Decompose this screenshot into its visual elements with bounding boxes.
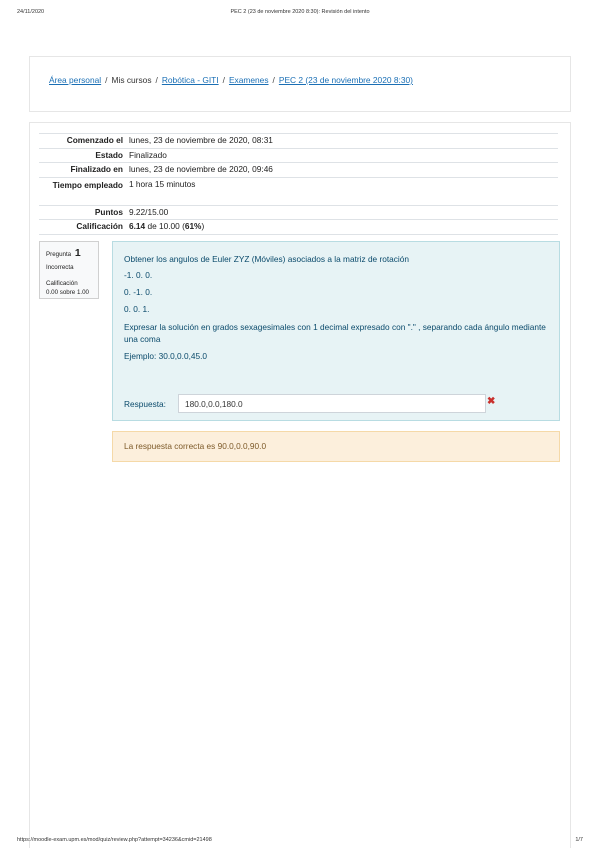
- breadcrumb-examenes[interactable]: Examenes: [228, 75, 269, 85]
- grade-close: ): [201, 221, 205, 231]
- summary-value: 1 hora 15 minutos: [129, 177, 558, 205]
- question-state: Incorrecta: [46, 264, 74, 271]
- summary-value: lunes, 23 de noviembre de 2020, 09:46: [129, 163, 558, 178]
- question-number: [46, 247, 81, 259]
- summary-value: 9.22/15.00: [129, 205, 558, 220]
- summary-value: Finalizado: [129, 148, 558, 163]
- answer-label: Respuesta:: [124, 399, 166, 409]
- summary-row-started: [39, 134, 558, 149]
- question-grade: [46, 279, 89, 297]
- print-url: https://moodle-exam.upm.es/mod/quiz/review.php?attempt=34236&cmid=21498: [17, 837, 212, 843]
- grade-percent: 61%: [184, 221, 202, 231]
- question-instructions: Expresar la solución en grados sexagesimales con 1 decimal expresado con "." , separando cada ángulo mediante una coma: [124, 322, 546, 344]
- question-grade-label: Calificación: [46, 280, 78, 287]
- question-number-value: 1: [74, 247, 81, 259]
- correct-answer-feedback: [112, 431, 560, 462]
- attempt-summary-table: [39, 133, 558, 235]
- summary-row-grade: [39, 220, 558, 235]
- breadcrumb-separator: /: [272, 75, 275, 85]
- summary-row-finished: [39, 163, 558, 178]
- breadcrumb-course[interactable]: Robótica - GITI: [161, 75, 219, 85]
- breadcrumb-panel: [29, 56, 571, 112]
- matrix-row-3: 0. 0. 1.: [124, 304, 150, 314]
- summary-label: Comenzado el: [39, 134, 129, 149]
- grade-score: 6.14: [129, 221, 146, 231]
- breadcrumb-separator: /: [222, 75, 225, 85]
- question-grade-value: 0.00 sobre 1.00: [46, 289, 90, 296]
- print-page-count: 1/7: [575, 837, 583, 843]
- summary-grade-value: [129, 220, 558, 235]
- breadcrumb-area-personal[interactable]: Área personal: [49, 75, 102, 85]
- question-info-panel: [39, 241, 99, 299]
- question-prefix: Pregunta: [46, 251, 72, 258]
- summary-row-marks: [39, 205, 558, 220]
- summary-row-state: [39, 148, 558, 163]
- question-example: [124, 351, 207, 361]
- breadcrumb-separator: /: [105, 75, 108, 85]
- incorrect-icon: ✖: [487, 396, 496, 407]
- question-text: Obtener los angulos de Euler ZYZ (Móviles) asociados a la matriz de rotación: [124, 254, 409, 264]
- answer-input[interactable]: [178, 394, 486, 413]
- breadcrumb-mis-cursos: Mis cursos: [111, 75, 152, 85]
- summary-label: Tiempo empleado: [39, 177, 129, 205]
- summary-row-time-taken: [39, 177, 558, 205]
- summary-value: lunes, 23 de noviembre de 2020, 08:31: [129, 134, 558, 149]
- summary-label: Puntos: [39, 205, 129, 220]
- question-formulation: [112, 241, 560, 421]
- print-title: PEC 2 (23 de noviembre 2020 8:30): Revisión del intento: [230, 9, 370, 15]
- matrix-row-2: 0. -1. 0.: [124, 287, 153, 297]
- breadcrumb: [49, 75, 413, 85]
- summary-label: Finalizado en: [39, 163, 129, 178]
- print-date: 24/11/2020: [17, 9, 45, 15]
- example-value: 30.0,0.0,45.0: [158, 351, 208, 361]
- breadcrumb-quiz[interactable]: PEC 2 (23 de noviembre 2020 8:30): [278, 75, 413, 85]
- summary-label: Calificación: [39, 220, 129, 235]
- grade-out-of: de 10.00 (: [145, 221, 185, 231]
- breadcrumb-separator: /: [155, 75, 158, 85]
- example-label: Ejemplo:: [124, 351, 157, 361]
- correct-answer-text: La respuesta correcta es 90.0,0.0,90.0: [124, 441, 267, 451]
- matrix-row-1: -1. 0. 0.: [124, 270, 153, 280]
- summary-label: Estado: [39, 148, 129, 163]
